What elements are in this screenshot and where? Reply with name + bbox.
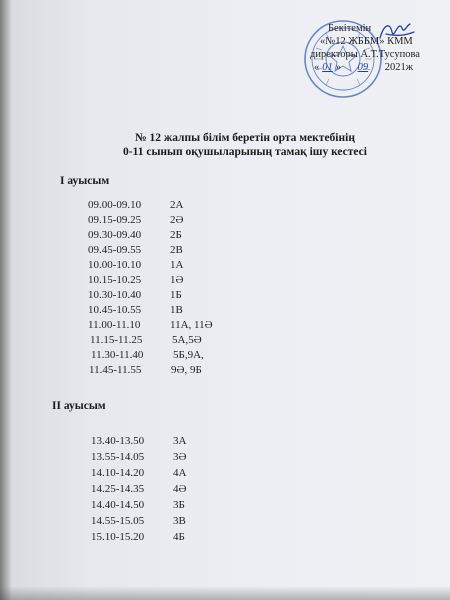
row-time: 14.10-14.20 (91, 467, 145, 479)
schedule-row (88, 259, 183, 271)
date-year: 2021ж (384, 62, 414, 73)
row-classes: 4Ә (173, 483, 187, 495)
date-day: 01 (322, 62, 333, 73)
schedule-row (88, 244, 183, 256)
schedule-row (91, 467, 186, 479)
schedule-row (91, 483, 186, 495)
schedule-row (91, 451, 186, 463)
row-time: 11.45-11.55 (89, 364, 142, 376)
row-classes: 3Б (173, 499, 185, 511)
row-time: 10.00-10.10 (88, 259, 142, 271)
row-classes: 2Ә (170, 214, 184, 226)
row-time: 10.45-10.55 (88, 304, 142, 316)
row-classes: 1В (170, 304, 183, 316)
row-classes: 2Б (170, 229, 182, 241)
row-classes: 9Ә, 9Б (171, 364, 202, 376)
schedule-row (88, 199, 183, 211)
date-open-quote: « (314, 62, 320, 73)
row-time: 09.30-09.40 (88, 229, 142, 241)
row-time: 11.15-11.25 (90, 334, 143, 346)
schedule-row (89, 364, 202, 376)
title-line-2: 0-11 сынып оқушыларының тамақ ішу кестесі (123, 146, 367, 158)
row-classes: 3А (173, 435, 187, 447)
row-classes: 4А (173, 467, 187, 479)
row-classes: 4Б (173, 531, 185, 543)
row-classes: 1Б (170, 289, 182, 301)
row-classes: 1А (170, 259, 184, 271)
schedule-row (91, 515, 186, 527)
row-time: 13.40-13.50 (91, 435, 145, 447)
schedule-row (91, 349, 204, 361)
schedule-row (88, 289, 182, 301)
row-classes: 1Ә (170, 274, 184, 286)
row-time: 14.25-14.35 (91, 483, 145, 495)
row-time: 11.30-11.40 (91, 349, 144, 361)
row-time: 09.15-09.25 (88, 214, 142, 226)
schedule-row (91, 531, 185, 543)
document-title (0, 131, 450, 159)
schedule-row (88, 304, 183, 316)
schedule-row (88, 229, 182, 241)
row-time: 10.30-10.40 (88, 289, 142, 301)
schedule-row (88, 274, 183, 286)
row-time: 11.00-11.10 (88, 319, 141, 331)
approval-organization: «№12 ЖББМ» КММ (320, 36, 413, 47)
shift-2-heading: ІІ ауысым (52, 400, 106, 412)
row-time: 14.40-14.50 (91, 499, 145, 511)
row-time: 14.55-15.05 (91, 515, 145, 527)
approval-date (300, 61, 442, 74)
shift-1-heading: І ауысым (60, 175, 110, 187)
row-time: 13.55-14.05 (91, 451, 145, 463)
row-classes: 5Б,9А, (173, 349, 204, 361)
page-bottom-shadow (0, 586, 450, 600)
schedule-row (91, 499, 185, 511)
approval-approve-label: Бекітемін (328, 23, 372, 34)
row-classes: 2А (170, 199, 184, 211)
row-classes: 3В (173, 515, 186, 527)
schedule-row (88, 214, 183, 226)
row-classes: 11А, 11Ә (170, 319, 213, 331)
row-classes: 2В (170, 244, 183, 256)
page-edge-shadow (0, 0, 12, 600)
schedule-row (90, 334, 202, 346)
row-classes: 3Ә (173, 451, 187, 463)
date-month: 09 (357, 62, 369, 73)
approval-block (300, 22, 442, 74)
schedule-row (88, 319, 213, 331)
title-line-1: № 12 жалпы білім беретін орта мектебінің (135, 132, 355, 144)
approval-director: директоры А.Т.Тусупова (310, 49, 420, 60)
row-time: 15.10-15.20 (91, 531, 145, 543)
row-time: 09.45-09.55 (88, 244, 142, 256)
row-time: 09.00-09.10 (88, 199, 142, 211)
date-close-quote: » (335, 62, 341, 73)
schedule-row (91, 435, 186, 447)
row-time: 10.15-10.25 (88, 274, 142, 286)
row-classes: 5А,5Ә (172, 334, 202, 346)
